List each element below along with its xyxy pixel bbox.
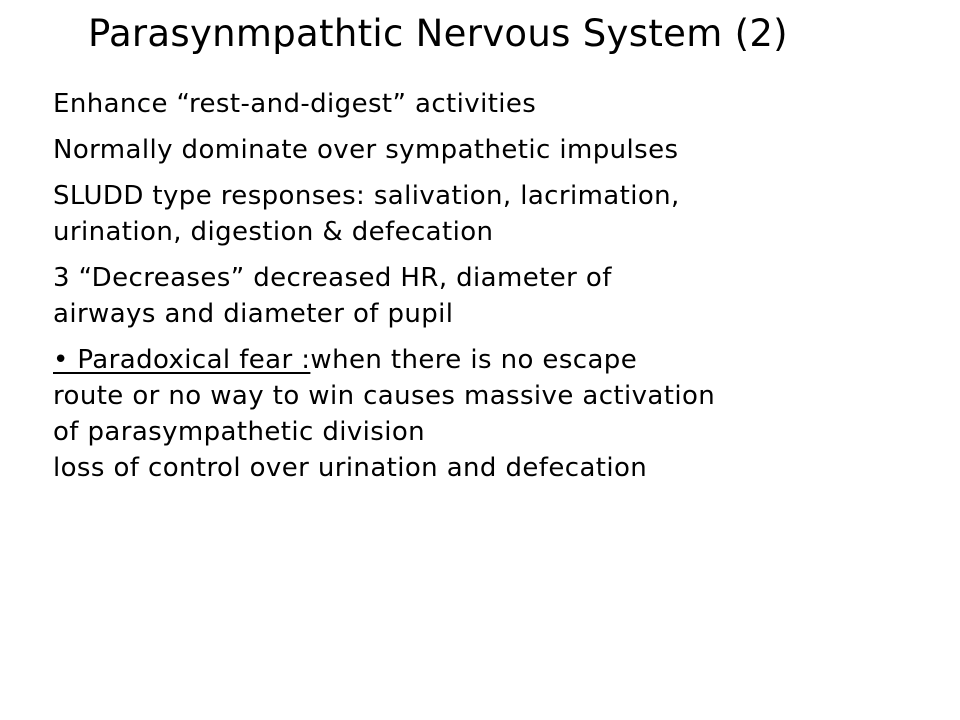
paradox-rest: when there is no escape bbox=[310, 345, 638, 375]
point-line: route or no way to win causes massive activation bbox=[53, 381, 716, 411]
point-decreases bbox=[53, 260, 943, 332]
point-dominate bbox=[53, 132, 943, 168]
slide-title: Parasynmpathtic Nervous System (2) bbox=[88, 12, 788, 55]
point-sludd bbox=[53, 178, 943, 250]
point-rest-digest bbox=[53, 86, 943, 122]
point-line: Normally dominate over sympathetic impulses bbox=[53, 135, 679, 165]
point-line: Enhance “rest-and-digest” activities bbox=[53, 89, 537, 119]
paradox-first-line bbox=[53, 342, 943, 378]
point-line: airways and diameter of pupil bbox=[53, 299, 454, 329]
paradox-lead: • Paradoxical fear : bbox=[53, 345, 311, 375]
point-line: urination, digestion & defecation bbox=[53, 217, 494, 247]
point-line: loss of control over urination and defecation bbox=[53, 453, 648, 483]
point-line: of parasympathetic division bbox=[53, 417, 426, 447]
slide-body bbox=[53, 86, 943, 496]
point-line: 3 “Decreases” decreased HR, diameter of bbox=[53, 263, 612, 293]
point-line: SLUDD type responses: salivation, lacrimation, bbox=[53, 181, 680, 211]
point-paradoxical-fear bbox=[53, 342, 943, 486]
